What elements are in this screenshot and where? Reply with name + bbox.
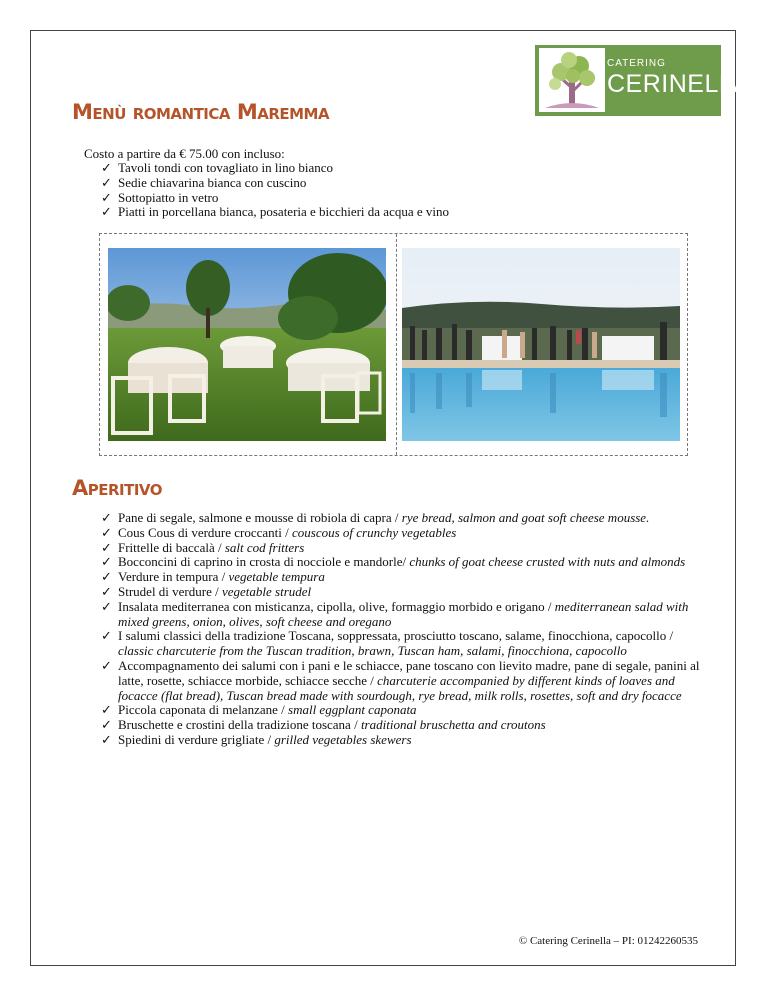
tree-logo-icon bbox=[539, 48, 605, 112]
checkmark-icon: ✓ bbox=[101, 189, 112, 205]
aperitivo-title: Aperitivo bbox=[72, 476, 163, 500]
list-item: ✓ Tavoli tondi con tovagliato in lino bianco bbox=[101, 160, 333, 175]
list-item: ✓ Strudel di verdure / vegetable strudel bbox=[101, 583, 312, 599]
checkmark-icon: ✓ bbox=[101, 628, 112, 644]
list-item: ✓ Piatti in porcellana bianca, posateria e bicchieri da acqua e vino bbox=[101, 204, 449, 220]
checkmark-icon: ✓ bbox=[101, 174, 112, 190]
list-item: ✓ Verdure in tempura / vegetable tempura bbox=[101, 569, 325, 585]
checkmark-icon: ✓ bbox=[101, 702, 112, 718]
checkmark-icon: ✓ bbox=[101, 717, 112, 733]
checkmark-icon: ✓ bbox=[101, 510, 112, 525]
menu-title: Menù romantica Maremma bbox=[72, 100, 330, 124]
list-item: ✓ Piccola caponata di melanzane / small eggplant caponata bbox=[101, 702, 417, 718]
poolside-reception-photo bbox=[402, 248, 680, 441]
checkmark-icon: ✓ bbox=[101, 204, 112, 220]
list-item: ✓ Sedie chiavarina bianca con cuscino bbox=[101, 174, 307, 190]
checkmark-icon: ✓ bbox=[101, 524, 112, 540]
checkmark-icon: ✓ bbox=[101, 657, 112, 673]
checkmark-icon: ✓ bbox=[101, 539, 112, 555]
checkmark-icon: ✓ bbox=[101, 160, 112, 175]
list-item: ✓ Sottopiatto in vetro bbox=[101, 189, 219, 205]
list-item: ✓ Bruschette e crostini della tradizione toscana / traditional bruschetta and croutons bbox=[101, 717, 546, 733]
list-item: ✓ Cous Cous di verdure croccanti / couscous of crunchy vegetables bbox=[101, 524, 457, 540]
list-item: ✓ Bocconcini di caprino in crosta di nocciole e mandorle/ chunks of goat cheese crusted with nuts and almonds bbox=[101, 554, 686, 570]
photo-divider bbox=[396, 234, 397, 455]
list-item: ✓ Insalata mediterranea con misticanza, cipolla, olive, formaggio morbido e origano / mediterranean salad with mixed greens, onion, olives, soft cheese and oregano bbox=[101, 598, 689, 629]
checkmark-icon: ✓ bbox=[101, 731, 112, 747]
included-list bbox=[101, 161, 449, 220]
aperitivo-list bbox=[101, 511, 701, 748]
checkmark-icon: ✓ bbox=[101, 583, 112, 599]
photo-frame bbox=[99, 233, 688, 456]
checkmark-icon: ✓ bbox=[101, 569, 112, 585]
checkmark-icon: ✓ bbox=[101, 554, 112, 570]
catering-logo bbox=[535, 45, 751, 116]
list-item: ✓ Accompagnamento dei salumi con i pani e le schiacce, pane toscano con lievito madre, pane di segale, panini al latte, rosette, schiacce morbide, schiacce secche / charcuterie accompanied by different kinds of loaves and focacce (flat bread), Tuscan bread made with sourdough, rye bread, milk rolls, rosettes, soft and dry focacce bbox=[101, 657, 700, 703]
list-item: ✓ Frittelle di baccalà / salt cod fritters bbox=[101, 539, 305, 555]
list-item: ✓ I salumi classici della tradizione Toscana, soppressata, prosciutto toscano, salame, finocchiona, capocollo / classic charcuterie from the Tuscan tradition, brawn, Tuscan ham, salami, finocchiona, capocollo bbox=[101, 628, 674, 659]
logo-big-text: CERINELLA bbox=[607, 70, 751, 98]
list-item: ✓ Spiedini di verdure grigliate / grilled vegetables skewers bbox=[101, 731, 412, 747]
garden-tables-photo bbox=[108, 248, 386, 441]
footer-text: © Catering Cerinella – PI: 01242260535 bbox=[518, 935, 698, 947]
list-item: ✓ Pane di segale, salmone e mousse di robiola di capra / rye bread, salmon and goat soft cheese mousse. bbox=[101, 510, 650, 525]
intro-text: Costo a partire da € 75.00 con incluso: bbox=[84, 146, 285, 161]
logo-small-text: CATERING bbox=[607, 58, 666, 69]
checkmark-icon: ✓ bbox=[101, 598, 112, 614]
